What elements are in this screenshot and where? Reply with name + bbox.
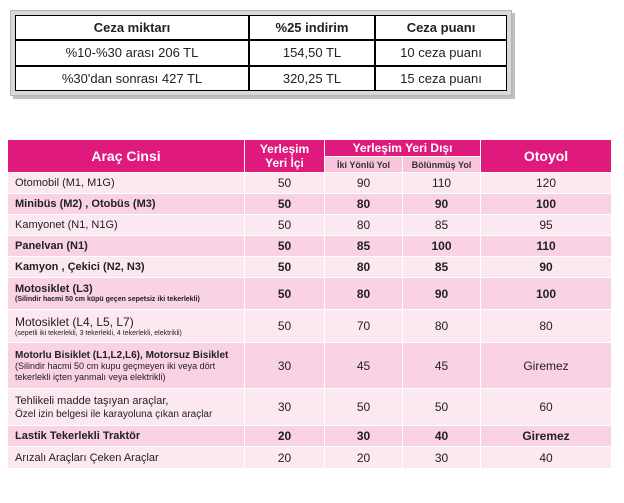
motorway-limit: 90 <box>481 257 612 278</box>
vehicle-name: Panelvan (N1) <box>8 236 245 257</box>
two-way-limit: 80 <box>325 278 403 310</box>
penalty-header-amount: Ceza miktarı <box>15 15 249 40</box>
header-rural: Yerleşim Yeri Dışı <box>325 140 481 157</box>
motorway-limit: 110 <box>481 236 612 257</box>
header-divided-road: Bölünmüş Yol <box>403 157 481 173</box>
divided-limit: 40 <box>403 426 481 447</box>
motorway-limit: Giremez <box>481 426 612 447</box>
vehicle-name: Lastik Tekerlekli Traktör <box>8 426 245 447</box>
table-row <box>8 215 612 236</box>
vehicle-name: Otomobil (M1, M1G) <box>8 173 245 194</box>
urban-limit: 50 <box>245 310 325 343</box>
vehicle-note-line1: (Silindir hacmi 50 cm kupu geçmeyen iki veya dört <box>15 360 216 371</box>
divided-limit: 110 <box>403 173 481 194</box>
vehicle-name: Kamyon , Çekici (N2, N3) <box>8 257 245 278</box>
divided-limit: 100 <box>403 236 481 257</box>
penalty-table <box>15 15 507 91</box>
divided-limit: 85 <box>403 257 481 278</box>
table-row <box>8 447 612 469</box>
motorway-limit: Giremez <box>481 343 612 389</box>
vehicle-name: Minibüs (M2) , Otobüs (M3) <box>8 194 245 215</box>
table-row <box>8 343 612 389</box>
vehicle-name-line2: Özel izin belgesi ile karayoluna çıkan araçlar <box>15 408 213 420</box>
urban-limit: 50 <box>245 236 325 257</box>
penalty-points: 15 ceza puanı <box>375 66 507 91</box>
header-urban-line2: Yeri İçi <box>265 156 304 170</box>
motorway-limit: 95 <box>481 215 612 236</box>
header-motorway: Otoyol <box>481 140 612 173</box>
penalty-header-discount: %25 indirim <box>249 15 375 40</box>
motorway-limit: 100 <box>481 278 612 310</box>
penalty-amount: %30'dan sonrası 427 TL <box>15 66 249 91</box>
divided-limit: 30 <box>403 447 481 469</box>
vehicle-note-line2: tekerlekli içten yanmalı veya elektrikli) <box>15 371 166 382</box>
penalty-discount: 320,25 TL <box>249 66 375 91</box>
speed-limit-table <box>7 139 612 469</box>
vehicle-name: Tehlikeli madde taşıyan araçlar, <box>15 394 169 407</box>
table-row <box>8 194 612 215</box>
vehicle-name-cell <box>8 278 245 310</box>
vehicle-name: Motorlu Bisiklet (L1,L2,L6), Motorsuz Bisiklet <box>15 349 229 361</box>
motorway-limit: 100 <box>481 194 612 215</box>
vehicle-name-cell <box>8 389 245 426</box>
urban-limit: 50 <box>245 173 325 194</box>
table-row <box>8 236 612 257</box>
urban-limit: 30 <box>245 389 325 426</box>
urban-limit: 30 <box>245 343 325 389</box>
urban-limit: 20 <box>245 426 325 447</box>
two-way-limit: 80 <box>325 194 403 215</box>
divided-limit: 85 <box>403 215 481 236</box>
table-row <box>8 173 612 194</box>
vehicle-note: (Silindir hacmi 50 cm küpü geçen sepetsiz iki tekerlekli) <box>15 296 200 303</box>
two-way-limit: 30 <box>325 426 403 447</box>
penalty-header-points: Ceza puanı <box>375 15 507 40</box>
table-row <box>8 278 612 310</box>
motorway-limit: 80 <box>481 310 612 343</box>
penalty-row <box>15 40 507 65</box>
motorway-limit: 40 <box>481 447 612 469</box>
two-way-limit: 80 <box>325 257 403 278</box>
two-way-limit: 80 <box>325 215 403 236</box>
penalty-table-frame <box>10 10 512 96</box>
vehicle-note: (sepetli iki tekerlekli, 3 tekerlekli, 4 tekerlekli, elektrikli) <box>15 329 182 337</box>
penalty-points: 10 ceza puanı <box>375 40 507 65</box>
divided-limit: 50 <box>403 389 481 426</box>
two-way-limit: 20 <box>325 447 403 469</box>
divided-limit: 80 <box>403 310 481 343</box>
vehicle-name: Arızalı Araçları Çeken Araçlar <box>8 447 245 469</box>
urban-limit: 50 <box>245 194 325 215</box>
divided-limit: 90 <box>403 194 481 215</box>
vehicle-name: Motosiklet (L4, L5, L7) <box>15 314 134 329</box>
table-row <box>8 257 612 278</box>
divided-limit: 45 <box>403 343 481 389</box>
two-way-limit: 90 <box>325 173 403 194</box>
two-way-limit: 45 <box>325 343 403 389</box>
urban-limit: 50 <box>245 278 325 310</box>
two-way-limit: 50 <box>325 389 403 426</box>
vehicle-name-cell <box>8 343 245 389</box>
speed-header-row <box>8 140 612 157</box>
table-row <box>8 310 612 343</box>
motorway-limit: 60 <box>481 389 612 426</box>
penalty-header-row <box>15 15 507 40</box>
header-vehicle-type: Araç Cinsi <box>8 140 245 173</box>
urban-limit: 50 <box>245 215 325 236</box>
two-way-limit: 70 <box>325 310 403 343</box>
urban-limit: 50 <box>245 257 325 278</box>
urban-limit: 20 <box>245 447 325 469</box>
header-urban-line1: Yerleşim <box>259 142 310 156</box>
penalty-row <box>15 66 507 91</box>
motorway-limit: 120 <box>481 173 612 194</box>
header-two-way-road: İki Yönlü Yol <box>325 157 403 173</box>
table-row <box>8 389 612 426</box>
penalty-discount: 154,50 TL <box>249 40 375 65</box>
two-way-limit: 85 <box>325 236 403 257</box>
penalty-amount: %10-%30 arası 206 TL <box>15 40 249 65</box>
header-urban <box>245 140 325 173</box>
vehicle-name-cell <box>8 310 245 343</box>
table-row <box>8 426 612 447</box>
vehicle-name: Kamyonet (N1, N1G) <box>8 215 245 236</box>
divided-limit: 90 <box>403 278 481 310</box>
vehicle-name: Motosiklet (L3) <box>15 283 93 295</box>
